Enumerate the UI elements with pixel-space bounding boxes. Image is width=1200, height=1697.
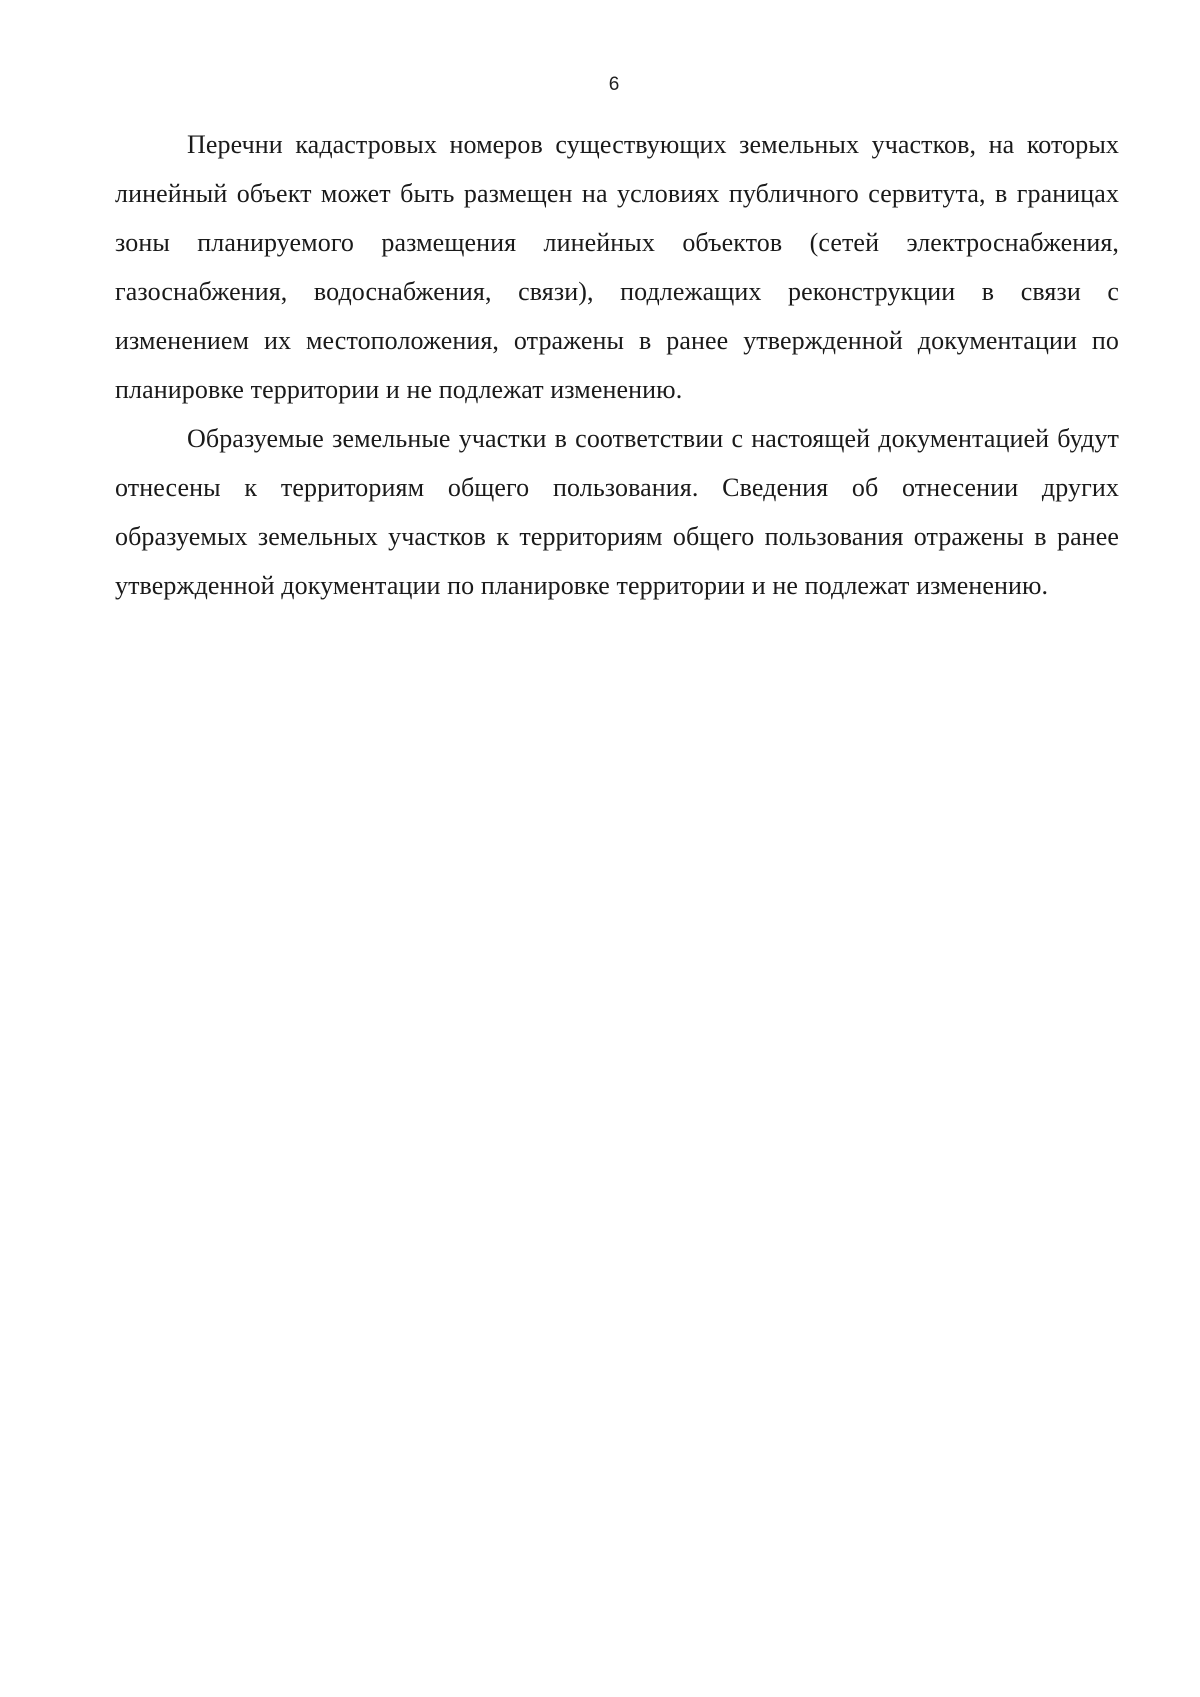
body-text	[115, 120, 1119, 610]
paragraph-public-use-territories: Образуемые земельные участки в соответствии с настоящей документацией будут отнесены к территориям общего пользования. Сведения об отнесении других образуемых земельных участков к территориям общего пользования отражены в ранее утвержденной документации по планировке территории и не подлежат изменению.	[115, 424, 1119, 600]
page-number: 6	[608, 74, 620, 95]
paragraph-cadastral-numbers: Перечни кадастровых номеров существующих земельных участков, на которых линейный объект может быть размещен на условиях публичного сервитута, в границах зоны планируемого размещения линейных объектов (сетей электроснабжения, газоснабжения, водоснабжения, связи), подлежащих реконструкции в связи с изменением их местоположения, отражены в ранее утвержденной документации по планировке территории и не подлежат изменению.	[115, 130, 1119, 404]
